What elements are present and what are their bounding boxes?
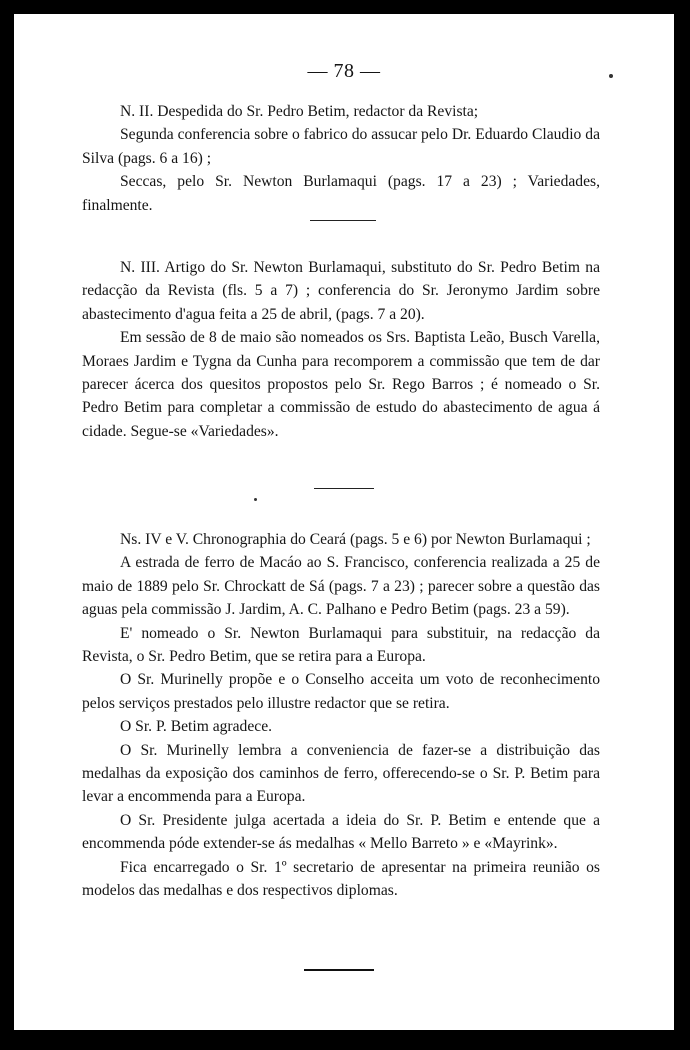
paragraph-vote-of-thanks: O Sr. Murinelly propõe e o Conselho acceita um voto de reconhecimento pelos serviços prestados pelo illustre redactor que se retira. bbox=[82, 671, 600, 712]
paragraph-issue-3-heading: N. III. Artigo do Sr. Newton Burlamaqui, substituto do Sr. Pedro Betim na redacção da Revista (fls. 5 a 7) ; conferencia do Sr. Jeronymo Jardim sobre abastecimento d'agua feita a 25 de abril, (pags. 7 a 20). bbox=[82, 259, 600, 323]
section-issue-2 bbox=[82, 100, 600, 217]
paragraph-issue-2-heading: N. II. Despedida do Sr. Pedro Betim, redactor da Revista; bbox=[120, 103, 479, 120]
paragraph-may-session: Em sessão de 8 de maio são nomeados os Srs. Baptista Leão, Busch Varella, Moraes Jardim e Tygna da Cunha para recomporem a commissão que tem de dar parecer ácerca dos quesitos propostos pelo Sr. Rego Barros ; é nomeado o Sr. Pedro Betim para completar a commissão de estudo do abastecimento de agua á cidade. Segue-se «Variedades». bbox=[82, 329, 600, 440]
ink-speck bbox=[609, 74, 613, 78]
paragraph-betim-thanks: O Sr. P. Betim agradece. bbox=[120, 718, 273, 736]
section-issues-4-5 bbox=[82, 528, 600, 903]
section-divider-2 bbox=[314, 488, 374, 489]
paragraph-secretary-task: Fica encarregado o Sr. 1º secretario de apresentar na primeira reunião os modelos das medalhas e dos respectivos diplomas. bbox=[82, 858, 600, 900]
ink-speck bbox=[254, 498, 257, 501]
paragraph-issues-4-5-heading: Ns. IV e V. Chronographia do Ceará (pags. 5 e 6) por Newton Burlamaqui ; bbox=[120, 531, 591, 548]
document-page bbox=[14, 14, 674, 1030]
paragraph-railway-conference: A estrada de ferro de Macáo ao S. Francisco, conferencia realizada a 25 de maio de 1889 pelo Sr. Chrockatt de Sá (pags. 7 a 23) ; parecer sobre a questão das aguas pela commissão J. Jardim, A. C. Palhano e Pedro Betim (pags. 23 a 59). bbox=[82, 554, 600, 619]
paragraph-droughts: Seccas, pelo Sr. Newton Burlamaqui (pags. 17 a 23) ; Variedades, finalmente. bbox=[82, 173, 600, 214]
paragraph-president-agrees: O Sr. Presidente julga acertada a ideia do Sr. P. Betim e entende que a encommenda póde extender-se ás medalhas « Mello Barreto » e «Mayrink». bbox=[82, 811, 600, 853]
section-issue-3 bbox=[82, 256, 600, 443]
paragraph-second-conference: Segunda conferencia sobre o fabrico do assucar pelo Dr. Eduardo Claudio da Silva (pags. 6 a 16) ; bbox=[82, 126, 600, 167]
page-number: — 78 — bbox=[307, 60, 381, 82]
paragraph-medals-distribution: O Sr. Murinelly lembra a conveniencia de fazer-se a distribuição das medalhas da exposição dos caminhos de ferro, offerecendo-se o Sr. P. Betim para levar a encommenda para a Europa. bbox=[82, 741, 600, 806]
section-divider-1 bbox=[310, 220, 376, 221]
paragraph-new-editor: E' nomeado o Sr. Newton Burlamaqui para substituir, na redacção da Revista, o Sr. Pedro Betim, que se retira para a Europa. bbox=[82, 624, 600, 666]
section-divider-end bbox=[304, 969, 374, 971]
